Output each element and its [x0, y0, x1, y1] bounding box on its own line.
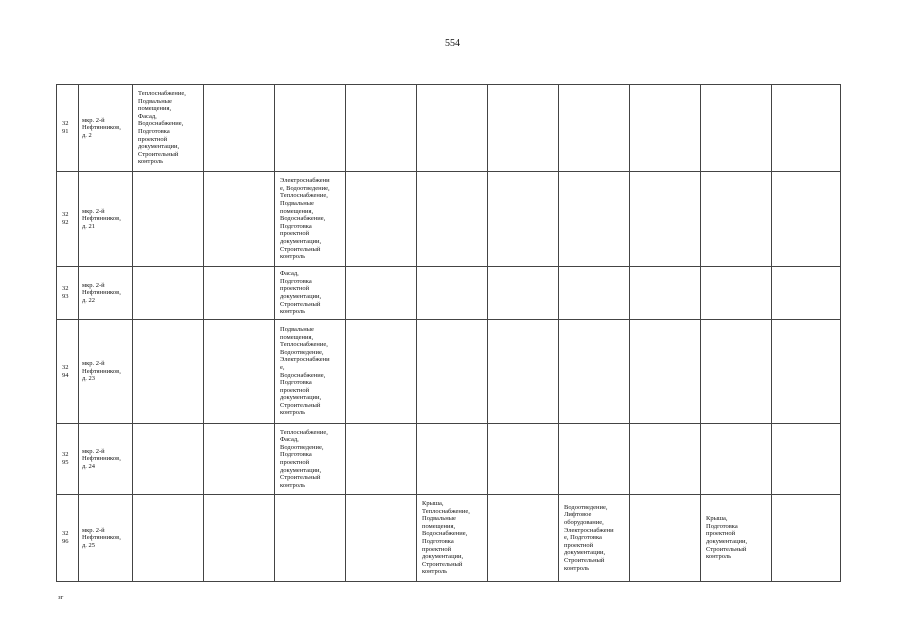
work-cell [772, 267, 841, 320]
work-cell [275, 85, 346, 172]
table-row [57, 267, 841, 320]
work-cell: Подвальные помещения, Теплоснабжение, Водоотведение, Электроснабжени е, Водоснабжение, Подготовка проектной документации, Строительный контроль [275, 320, 346, 424]
work-cell [701, 424, 772, 495]
page-number: 554 [445, 38, 460, 49]
work-cell [772, 172, 841, 267]
work-cell: Фасад, Подготовка проектной документации, Строительный контроль [275, 267, 346, 320]
work-cell [204, 85, 275, 172]
work-cell [346, 320, 417, 424]
work-cell [488, 267, 559, 320]
work-cell [204, 424, 275, 495]
work-cell [559, 172, 630, 267]
work-cell [417, 320, 488, 424]
work-cell [133, 172, 204, 267]
work-cell [346, 85, 417, 172]
address-cell: мкр. 2-й Нефтянников, д. 24 [79, 424, 133, 495]
work-cell [772, 320, 841, 424]
work-cell [772, 495, 841, 582]
row-number-cell: 32 93 [57, 267, 79, 320]
table-row [57, 85, 841, 172]
address-cell: мкр. 2-й Нефтянников, д. 23 [79, 320, 133, 424]
work-cell [630, 85, 701, 172]
work-cell [559, 320, 630, 424]
table-row [57, 424, 841, 495]
work-cell [133, 267, 204, 320]
work-cell [133, 320, 204, 424]
work-cell [701, 85, 772, 172]
work-cell [630, 424, 701, 495]
work-cell [488, 495, 559, 582]
work-cell: Крыша, Подготовка проектной документации, Строительный контроль [701, 495, 772, 582]
work-cell: Теплоснабжение, Подвальные помещения, Фасад, Водоснабжение, Подготовка проектной документации, Строительный контроль [133, 85, 204, 172]
work-cell [630, 267, 701, 320]
work-cell [133, 424, 204, 495]
work-cell [630, 320, 701, 424]
work-cell [772, 85, 841, 172]
row-number-cell: 32 94 [57, 320, 79, 424]
address-cell: мкр. 2-й Нефтянников, д. 21 [79, 172, 133, 267]
work-cell [701, 267, 772, 320]
works-table [56, 84, 841, 582]
work-cell [417, 267, 488, 320]
work-cell [559, 85, 630, 172]
work-cell: Электроснабжени е, Водоотведение, Теплоснабжение, Подвальные помещения, Водоснабжение, Подготовка проектной документации, Строительный контроль [275, 172, 346, 267]
table-row [57, 320, 841, 424]
row-number-cell: 32 92 [57, 172, 79, 267]
work-cell: Теплоснабжение, Фасад, Водоотведение, Подготовка проектной документации, Строительный контроль [275, 424, 346, 495]
work-cell [204, 172, 275, 267]
work-cell [488, 320, 559, 424]
work-cell [488, 424, 559, 495]
work-cell [204, 495, 275, 582]
address-cell: мкр. 2-й Нефтянников, д. 22 [79, 267, 133, 320]
row-number-cell: 32 91 [57, 85, 79, 172]
work-cell [204, 267, 275, 320]
work-cell [204, 320, 275, 424]
work-cell [346, 495, 417, 582]
work-cell [346, 267, 417, 320]
work-cell [417, 85, 488, 172]
address-cell: мкр. 2-й Нефтянников, д. 25 [79, 495, 133, 582]
table-row [57, 495, 841, 582]
row-number-cell: 32 96 [57, 495, 79, 582]
work-cell [701, 320, 772, 424]
work-cell [346, 172, 417, 267]
work-cell: Водоотведение, Лифтовое оборудование, Электроснабжени е, Подготовка проектной документации, Строительный контроль [559, 495, 630, 582]
work-cell [133, 495, 204, 582]
work-cell [488, 85, 559, 172]
row-number-cell: 32 95 [57, 424, 79, 495]
footer-mark: зг [58, 594, 64, 601]
work-cell [275, 495, 346, 582]
work-cell [346, 424, 417, 495]
table-row [57, 172, 841, 267]
work-cell [559, 424, 630, 495]
work-cell [630, 172, 701, 267]
address-cell: мкр. 2-й Нефтянников, д. 2 [79, 85, 133, 172]
work-cell [559, 267, 630, 320]
work-cell [417, 172, 488, 267]
work-cell [417, 424, 488, 495]
work-cell [772, 424, 841, 495]
work-cell [488, 172, 559, 267]
work-cell [630, 495, 701, 582]
work-cell: Крыша, Теплоснабжение, Подвальные помещения, Водоснабжение, Подготовка проектной документации, Строительный контроль [417, 495, 488, 582]
work-cell [701, 172, 772, 267]
